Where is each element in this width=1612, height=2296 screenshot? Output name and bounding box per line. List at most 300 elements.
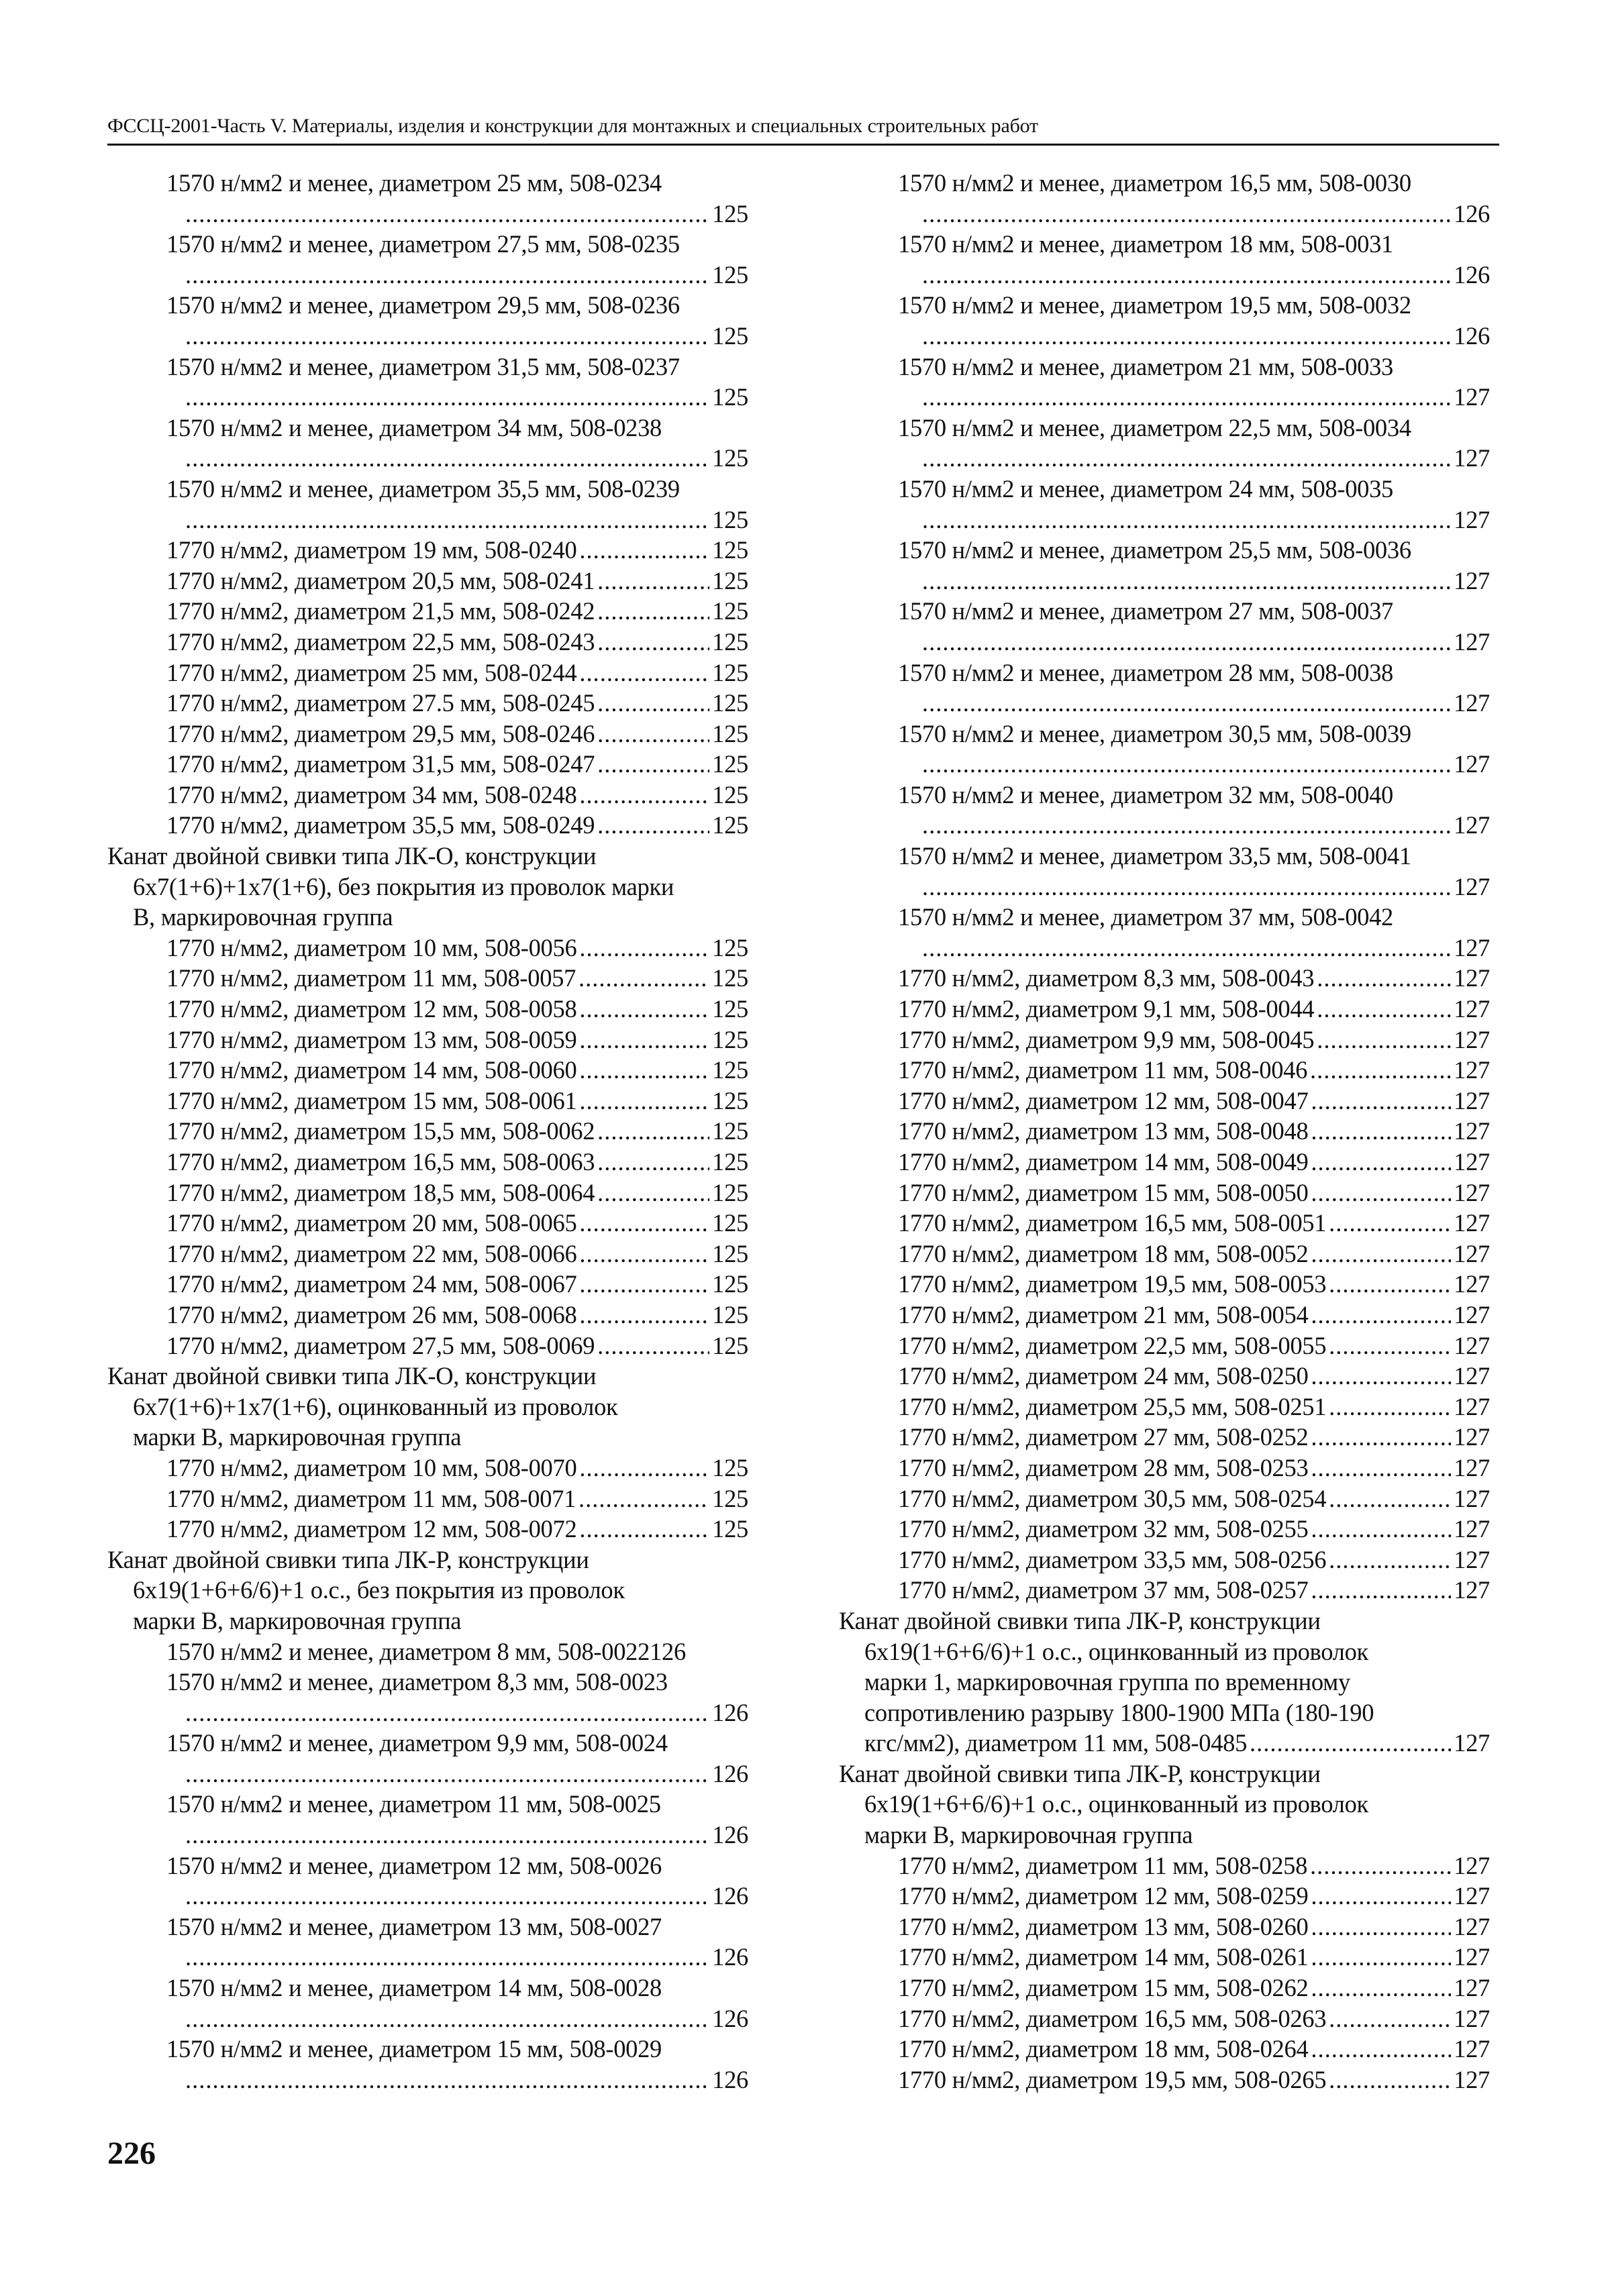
index-page-ref: 127 [1454,383,1490,411]
index-page-ref: 127 [1454,1912,1490,1940]
index-page-ref: 125 [712,1086,748,1114]
dot-leader [579,1025,709,1055]
index-entry-text: 1770 н/мм2, диаметром 24 мм, 508-0067 [166,1270,577,1298]
index-page-ref: 126 [712,2065,748,2093]
index-heading-line: Канат двойной свивки типа ЛК-О, конструкции [107,1362,597,1390]
index-entry [107,1025,748,1055]
index-entry [107,749,748,780]
index-heading-line: сопротивлению разрыву 1800-1900 МПа (180-190 [864,1698,1374,1726]
index-page-ref: 126 [1454,199,1490,227]
dot-leader [922,872,1451,902]
index-entry-text: 1770 н/мм2, диаметром 26 мм, 508-0068 [166,1300,577,1328]
index-entry [839,1239,1490,1269]
dot-leader [579,1086,709,1116]
index-page-ref: 127 [1454,1453,1490,1481]
index-page-ref: 127 [1454,750,1490,778]
index-entry: 1570 н/мм2 и менее, диаметром 34 мм, 508-0238 [166,413,662,441]
index-entry [107,1330,748,1361]
dot-leader [1311,1178,1451,1208]
index-entry-page-line [839,382,1490,413]
index-page-ref: 125 [712,444,748,472]
index-entry-text: 1770 н/мм2, диаметром 13 мм, 508-0260 [898,1912,1309,1940]
index-heading-line: марки В, маркировочная группа [133,1606,462,1634]
index-page-ref: 125 [712,1484,748,1512]
index-entry-page-line [839,872,1490,902]
index-page-ref: 125 [712,1270,748,1298]
index-entry-text: 1770 н/мм2, диаметром 32 мм, 508-0255 [898,1515,1309,1543]
index-page-ref: 126 [1454,260,1490,289]
dot-leader [597,810,709,841]
dot-leader [1317,1025,1451,1055]
index-entry [107,780,748,811]
index-entry: 1570 н/мм2 и менее, диаметром 33,5 мм, 508-0041 [898,842,1411,870]
index-entry [839,1575,1490,1606]
index-page-ref: 125 [712,719,748,747]
index-entry-text: кгс/мм2), диаметром 11 мм, 508-0485 [864,1729,1248,1757]
header-rule [107,144,1499,146]
index-entry [839,1973,1490,2003]
dot-leader [579,780,709,811]
dot-leader [597,749,709,780]
index-entry: 1570 н/мм2 и менее, диаметром 8 мм, 508-0022126 [166,1637,686,1665]
index-page-ref: 125 [712,1453,748,1481]
index-page-ref: 125 [712,1239,748,1267]
dot-leader [579,1055,709,1086]
index-entry-page-line [107,1698,748,1728]
index-entry: 1570 н/мм2 и менее, диаметром 25 мм, 508-0234 [166,169,662,197]
index-entry [839,1850,1490,1881]
dot-leader [1311,1453,1451,1483]
index-heading-line: марки В, маркировочная группа [133,1423,462,1451]
index-entry-text: 1770 н/мм2, диаметром 9,1 мм, 508-0044 [898,995,1315,1023]
index-entry: 1570 н/мм2 и менее, диаметром 28 мм, 508-0038 [898,658,1394,686]
index-entry-text: 1770 н/мм2, диаметром 9,9 мм, 508-0045 [898,1025,1315,1053]
index-entry [839,1392,1490,1422]
dot-leader [578,1483,709,1514]
index-entry [839,1942,1490,1973]
dot-leader [579,994,709,1025]
index-page-ref: 127 [1454,1851,1490,1879]
index-entry-page-line [839,566,1490,596]
index-entry-text: 1770 н/мм2, диаметром 35,5 мм, 508-0249 [166,811,595,839]
index-entry [839,1208,1490,1239]
index-page-ref: 125 [712,260,748,289]
index-entry-text: 1770 н/мм2, диаметром 27,5 мм, 508-0069 [166,1331,595,1359]
dot-leader [185,260,709,291]
index-page-ref: 125 [712,597,748,625]
index-page-ref: 125 [712,566,748,594]
index-entry [839,1116,1490,1147]
dot-leader [922,382,1451,413]
index-page-ref: 127 [1454,1882,1490,1910]
index-entry: 1570 н/мм2 и менее, диаметром 18 мм, 508-0031 [898,230,1394,258]
index-entry [839,2003,1490,2034]
dot-leader [1311,1300,1451,1330]
index-entry [839,1055,1490,1086]
index-entry-page-line [839,810,1490,841]
index-entry [839,1514,1490,1545]
index-page-ref: 127 [1454,1423,1490,1451]
index-entry [839,1545,1490,1575]
dot-leader [185,1820,709,1850]
index-entry-text: 1770 н/мм2, диаметром 14 мм, 508-0049 [898,1148,1309,1176]
index-entry-page-line [839,443,1490,474]
index-entry-page-line [839,199,1490,229]
index-entry-page-line [107,321,748,352]
dot-leader [597,1178,709,1208]
index-entry-text: 1770 н/мм2, диаметром 28 мм, 508-0253 [898,1453,1309,1481]
page-number: 226 [107,2136,156,2171]
dot-leader [1311,1422,1451,1453]
dot-leader [185,505,709,535]
index-entry: 1570 н/мм2 и менее, диаметром 19,5 мм, 508-0032 [898,291,1411,319]
index-page-ref: 127 [1454,1209,1490,1237]
index-entry [107,688,748,719]
dot-leader [185,443,709,474]
index-entry [839,963,1490,994]
dot-leader [185,382,709,413]
index-entry: 1570 н/мм2 и менее, диаметром 12 мм, 508-0026 [166,1851,662,1879]
index-heading-line: Канат двойной свивки типа ЛК-О, конструкции [107,842,597,870]
index-entry-text: 1770 н/мм2, диаметром 22,5 мм, 508-0055 [898,1331,1327,1359]
index-page-ref: 127 [1454,1943,1490,1971]
index-entry-page-line [107,443,748,474]
index-entry: 1570 н/мм2 и менее, диаметром 35,5 мм, 508-0239 [166,474,680,503]
index-entry: 1570 н/мм2 и менее, диаметром 29,5 мм, 508-0236 [166,291,680,319]
index-entry [107,1086,748,1116]
dot-leader [1329,2003,1451,2034]
index-entry: 1570 н/мм2 и менее, диаметром 32 мм, 508-0040 [898,780,1394,808]
index-entry-text: 1770 н/мм2, диаметром 12 мм, 508-0058 [166,995,577,1023]
index-page-ref: 126 [1454,321,1490,350]
index-entry [107,566,748,596]
index-heading-line: 6х19(1+6+6/6)+1 о.с., оцинкованный из проволок [864,1637,1368,1665]
index-page-ref: 127 [1454,1117,1490,1145]
dot-leader [1311,1942,1451,1973]
index-page-ref: 125 [712,750,748,778]
dot-leader [922,443,1451,474]
dot-leader [1329,1330,1451,1361]
index-entry [107,1147,748,1178]
index-page-ref: 127 [1454,2035,1490,2063]
index-page-ref: 127 [1454,1148,1490,1176]
index-page-ref: 125 [712,505,748,533]
index-entry: 1570 н/мм2 и менее, диаметром 11 мм, 508-0025 [166,1790,661,1818]
index-entry-text: 1770 н/мм2, диаметром 27.5 мм, 508-0245 [166,689,595,717]
index-entry-text: 1770 н/мм2, диаметром 19,5 мм, 508-0265 [898,2065,1327,2093]
index-column-left [107,168,748,2095]
index-page-ref: 127 [1454,505,1490,533]
dot-leader [1310,1055,1451,1086]
index-page-ref: 125 [712,933,748,961]
index-entry-page-line [107,1759,748,1789]
dot-leader [1250,1728,1451,1759]
dot-leader [578,963,709,994]
index-entry: 1570 н/мм2 и менее, диаметром 22,5 мм, 508-0034 [898,413,1411,441]
index-entry [839,1300,1490,1330]
index-entry-text: 1770 н/мм2, диаметром 14 мм, 508-0060 [166,1056,577,1084]
index-heading-line: марки 1, маркировочная группа по временному [864,1668,1350,1696]
index-page-ref: 126 [712,2004,748,2032]
index-entry [107,994,748,1025]
dot-leader [1311,2034,1451,2065]
index-entry-text: 1770 н/мм2, диаметром 31,5 мм, 508-0247 [166,750,595,778]
dot-leader [579,1208,709,1239]
index-page-ref: 125 [712,811,748,839]
dot-leader [579,1514,709,1545]
index-page-ref: 125 [712,1331,748,1359]
index-entry-page-line [839,321,1490,352]
index-page-ref: 127 [1454,1270,1490,1298]
dot-leader [1317,963,1451,994]
index-page-ref: 125 [712,536,748,564]
index-entry-text: 1770 н/мм2, диаметром 27 мм, 508-0252 [898,1423,1309,1451]
index-entry-text: 1770 н/мм2, диаметром 14 мм, 508-0261 [898,1943,1309,1971]
index-entry: 1570 н/мм2 и менее, диаметром 27 мм, 508-0037 [898,597,1394,625]
index-entry-page-line [107,199,748,229]
index-entry [839,1912,1490,1942]
index-entry-page-line [107,2065,748,2095]
index-heading-line: 6х7(1+6)+1х7(1+6), оцинкованный из проволок [133,1392,618,1420]
index-page-ref: 127 [1454,872,1490,900]
index-page-ref: 125 [712,321,748,350]
dot-leader [1311,1239,1451,1269]
index-entry-page-line [107,382,748,413]
index-heading-line: 6х7(1+6)+1х7(1+6), без покрытия из проволок марки [133,872,674,900]
dot-leader [1329,2065,1451,2095]
dot-leader [922,321,1451,352]
index-page-ref: 127 [1454,811,1490,839]
index-entry-text: 1770 н/мм2, диаметром 18 мм, 508-0052 [898,1239,1309,1267]
index-page-ref: 127 [1454,1515,1490,1543]
index-entry-text: 1770 н/мм2, диаметром 8,3 мм, 508-0043 [898,964,1315,992]
index-entry [839,1269,1490,1300]
index-page-ref: 127 [1454,1392,1490,1420]
dot-leader [922,199,1451,229]
index-entry [107,1514,748,1545]
index-heading-line: 6х19(1+6+6/6)+1 о.с., без покрытия из проволок [133,1576,625,1604]
index-entry: 1570 н/мм2 и менее, диаметром 9,9 мм, 508-0024 [166,1729,668,1757]
dot-leader [922,810,1451,841]
index-entry-text: 1770 н/мм2, диаметром 18,5 мм, 508-0064 [166,1178,595,1206]
index-entry-text: 1770 н/мм2, диаметром 12 мм, 508-0047 [898,1086,1309,1114]
index-heading-line: Канат двойной свивки типа ЛК-Р, конструкции [107,1545,589,1573]
index-page-ref: 126 [712,1943,748,1971]
dot-leader [1329,1208,1451,1239]
index-page-ref: 125 [712,627,748,656]
index-entry-text: 1770 н/мм2, диаметром 22,5 мм, 508-0243 [166,627,595,656]
dot-leader [922,566,1451,596]
index-page-ref: 127 [1454,1178,1490,1206]
index-entry [107,719,748,749]
index-entry-text: 1770 н/мм2, диаметром 25,5 мм, 508-0251 [898,1392,1327,1420]
index-entry [107,1208,748,1239]
index-page-ref: 125 [712,780,748,808]
dot-leader [185,199,709,229]
dot-leader [1311,1881,1451,1912]
index-page-ref: 125 [712,1148,748,1176]
dot-leader [922,505,1451,535]
index-heading-line: Канат двойной свивки типа ЛК-Р, конструкции [839,1759,1321,1787]
dot-leader [185,321,709,352]
index-entry-text: 1770 н/мм2, диаметром 16,5 мм, 508-0051 [898,1209,1327,1237]
index-page-ref: 126 [712,1882,748,1910]
index-heading-line: Канат двойной свивки типа ЛК-Р, конструкции [839,1606,1321,1634]
index-page-ref: 125 [712,1056,748,1084]
index-entry: 1570 н/мм2 и менее, диаметром 37 мм, 508-0042 [898,903,1394,931]
dot-leader [185,1881,709,1912]
index-entry-text: 1770 н/мм2, диаметром 20,5 мм, 508-0241 [166,566,595,594]
index-entry [839,1881,1490,1912]
index-page-ref: 127 [1454,2004,1490,2032]
index-page-ref: 127 [1454,689,1490,717]
index-entry [839,994,1490,1025]
index-entry-text: 1770 н/мм2, диаметром 19 мм, 508-0240 [166,536,577,564]
index-entry-text: 1770 н/мм2, диаметром 16,5 мм, 508-0263 [898,2004,1327,2032]
dot-leader [579,1300,709,1330]
index-page-ref: 127 [1454,995,1490,1023]
dot-leader [922,688,1451,719]
index-page-ref: 127 [1454,1239,1490,1267]
dot-leader [1311,1361,1451,1392]
dot-leader [922,933,1451,963]
index-page-ref: 126 [712,1759,748,1787]
index-entry-text: 1770 н/мм2, диаметром 21,5 мм, 508-0242 [166,597,595,625]
index-entry-text: 1770 н/мм2, диаметром 12 мм, 508-0259 [898,1882,1309,1910]
dot-leader [597,688,709,719]
index-entry: 1570 н/мм2 и менее, диаметром 8,3 мм, 508-0023 [166,1668,668,1696]
index-entry [107,1239,748,1269]
index-entry-text: 1770 н/мм2, диаметром 22 мм, 508-0066 [166,1239,577,1267]
index-entry: 1570 н/мм2 и менее, диаметром 25,5 мм, 508-0036 [898,536,1411,564]
dot-leader [597,596,709,627]
index-entry [839,1086,1490,1116]
index-entry-text: 1770 н/мм2, диаметром 11 мм, 508-0258 [898,1851,1308,1879]
index-page-ref: 125 [712,995,748,1023]
index-entry-text: 1770 н/мм2, диаметром 15,5 мм, 508-0062 [166,1117,595,1145]
index-entry-text: 1770 н/мм2, диаметром 29,5 мм, 508-0246 [166,719,595,747]
index-entry-text: 1770 н/мм2, диаметром 33,5 мм, 508-0256 [898,1545,1327,1573]
index-entry: 1570 н/мм2 и менее, диаметром 27,5 мм, 508-0235 [166,230,680,258]
dot-leader [1311,1575,1451,1606]
index-entry-text: 1770 н/мм2, диаметром 13 мм, 508-0059 [166,1025,577,1053]
index-entry-page-line [839,749,1490,780]
dot-leader [597,719,709,749]
dot-leader [579,535,709,566]
index-entry-text: 1770 н/мм2, диаметром 12 мм, 508-0072 [166,1515,577,1543]
index-entry-page-line [839,260,1490,291]
dot-leader [922,749,1451,780]
dot-leader [1311,1086,1451,1116]
index-entry-text: 1770 н/мм2, диаметром 10 мм, 508-0056 [166,933,577,961]
index-entry [107,658,748,688]
dot-leader [597,1330,709,1361]
dot-leader [1329,1545,1451,1575]
dot-leader [185,1698,709,1728]
index-page-ref: 127 [1454,1025,1490,1053]
index-entry [107,1055,748,1086]
index-page-ref: 127 [1454,1545,1490,1573]
index-page-ref: 127 [1454,1056,1490,1084]
dot-leader [922,627,1451,658]
dot-leader [1311,1973,1451,2003]
index-page-ref: 127 [1454,1331,1490,1359]
index-heading-line: марки В, маркировочная группа [864,1821,1193,1849]
index-entry [839,1728,1490,1759]
index-entry [839,1361,1490,1392]
index-page-ref: 127 [1454,1300,1490,1328]
running-header: ФССЦ-2001-Часть V. Материалы, изделия и конструкции для монтажных и специальных строительных работ [107,115,1038,137]
index-entry-text: 1770 н/мм2, диаметром 10 мм, 508-0070 [166,1453,577,1481]
index-page-ref: 125 [712,383,748,411]
index-page-ref: 125 [712,1178,748,1206]
index-entry: 1570 н/мм2 и менее, диаметром 30,5 мм, 508-0039 [898,719,1411,747]
index-entry-page-line [107,1942,748,1973]
dot-leader [1311,1116,1451,1147]
dot-leader [597,627,709,658]
index-entry [839,1025,1490,1055]
index-entry [839,1453,1490,1483]
index-heading-line: 6х19(1+6+6/6)+1 о.с., оцинкованный из проволок [864,1790,1368,1818]
dot-leader [1329,1392,1451,1422]
index-entry-page-line [107,505,748,535]
index-entry-page-line [839,505,1490,535]
index-entry [107,535,748,566]
index-page-ref: 127 [1454,1729,1490,1757]
index-entry-text: 1770 н/мм2, диаметром 15 мм, 508-0050 [898,1178,1309,1206]
index-entry: 1570 н/мм2 и менее, диаметром 21 мм, 508-0033 [898,352,1394,380]
index-entry: 1570 н/мм2 и менее, диаметром 16,5 мм, 508-0030 [898,169,1411,197]
dot-leader [185,1759,709,1789]
index-entry-text: 1770 н/мм2, диаметром 34 мм, 508-0248 [166,780,577,808]
dot-leader [1329,1269,1451,1300]
dot-leader [579,1239,709,1269]
index-entry [107,596,748,627]
index-entry: 1570 н/мм2 и менее, диаметром 14 мм, 508-0028 [166,1974,662,2002]
index-page-ref: 127 [1454,627,1490,656]
index-page-ref: 127 [1454,933,1490,961]
index-entry-page-line [107,2003,748,2034]
index-entry-text: 1770 н/мм2, диаметром 13 мм, 508-0048 [898,1117,1309,1145]
index-page-ref: 125 [712,1117,748,1145]
index-entry [839,1483,1490,1514]
index-entry-text: 1770 н/мм2, диаметром 11 мм, 508-0057 [166,964,576,992]
index-page-ref: 127 [1454,1974,1490,2002]
index-page-ref: 127 [1454,1484,1490,1512]
index-entry-page-line [839,627,1490,658]
index-entry-text: 1770 н/мм2, диаметром 24 мм, 508-0250 [898,1362,1309,1390]
index-page-ref: 126 [712,1698,748,1726]
index-entry-text: 1770 н/мм2, диаметром 21 мм, 508-0054 [898,1300,1309,1328]
index-entry: 1570 н/мм2 и менее, диаметром 31,5 мм, 508-0237 [166,352,680,380]
dot-leader [579,658,709,688]
dot-leader [185,2065,709,2095]
index-entry-page-line [107,260,748,291]
index-page-ref: 127 [1454,444,1490,472]
dot-leader [1317,994,1451,1025]
index-entry: 1570 н/мм2 и менее, диаметром 24 мм, 508-0035 [898,474,1394,503]
index-entry [107,1116,748,1147]
index-entry [839,2034,1490,2065]
index-entry [839,1178,1490,1208]
index-page-ref: 125 [712,1025,748,1053]
dot-leader [1311,1147,1451,1178]
index-entry [839,1422,1490,1453]
index-page-ref: 125 [712,689,748,717]
index-page-ref: 126 [712,1821,748,1849]
index-page-ref: 127 [1454,964,1490,992]
index-entry: 1570 н/мм2 и менее, диаметром 13 мм, 508-0027 [166,1912,662,1940]
